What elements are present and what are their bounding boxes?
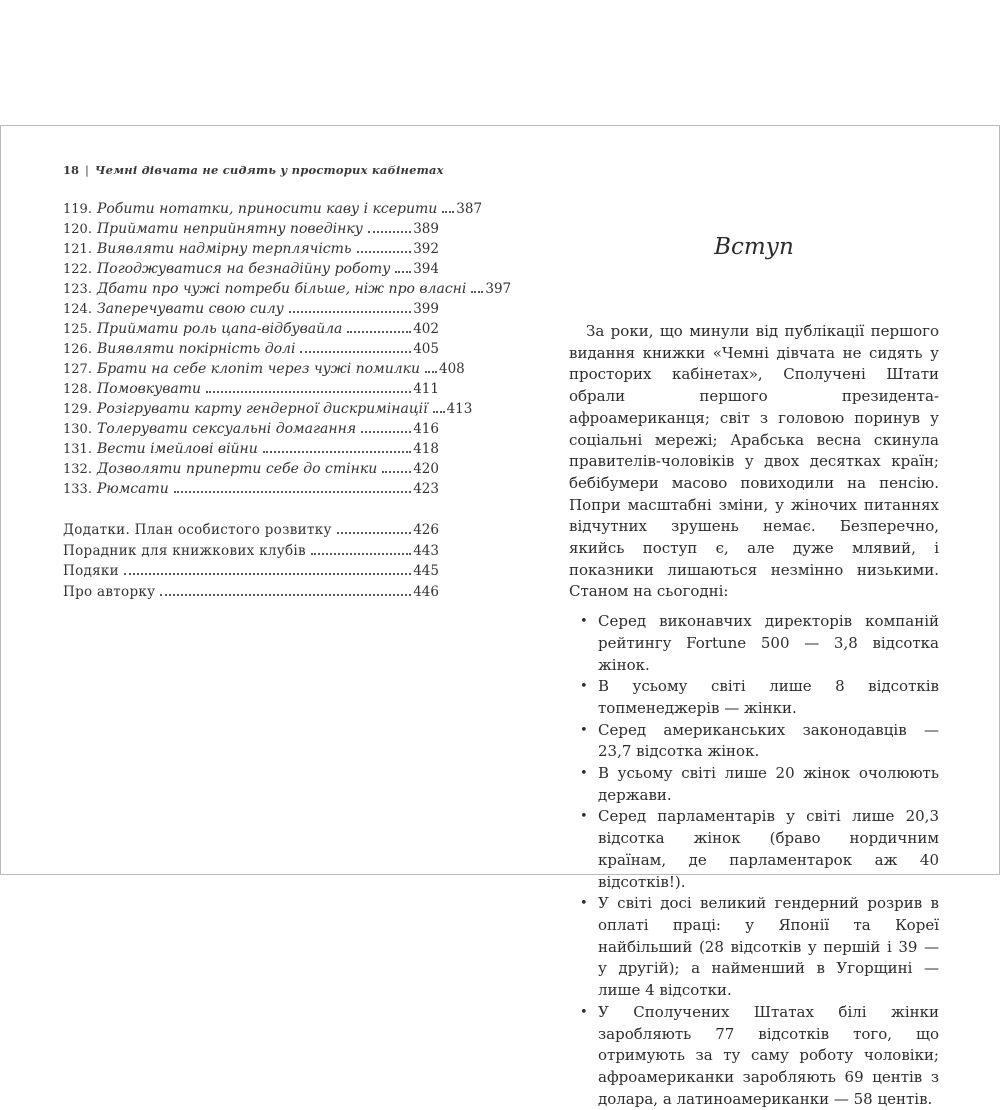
toc-entry-page: 399 (413, 301, 439, 317)
toc-entry-page: 402 (413, 321, 439, 337)
dot-leader (442, 211, 454, 213)
toc-entry-number: 120. (63, 222, 92, 237)
dot-leader (300, 351, 411, 353)
appendix-entry (63, 522, 439, 543)
toc-entry-title: Приймати неприйнятну поведінку (96, 221, 363, 237)
toc-entry-number: 122. (63, 262, 92, 277)
toc-entry-number: 124. (63, 302, 92, 317)
appendix-list (63, 522, 439, 604)
toc-entry-title: Робити нотатки, приносити каву і ксерити (96, 201, 438, 217)
toc-entry (63, 461, 439, 481)
toc-entry-page: 408 (439, 361, 465, 377)
toc-entry-number: 121. (63, 242, 92, 257)
toc-entry (63, 441, 439, 461)
book-spread-page (0, 125, 1000, 1108)
dot-leader (124, 573, 411, 575)
toc-entry (63, 321, 439, 341)
dot-leader (337, 532, 412, 534)
statistic-item: • Серед виконавчих директорів компаній рейтингу Fortune 500 — 3,8 відсотка жінок. (569, 611, 939, 676)
toc-entry-title: Рюмсати (96, 481, 169, 497)
appendix-entry-title: Порадник для книжкових клубів (63, 542, 306, 559)
appendix-entry-title: Подяки (63, 563, 119, 579)
left-page (63, 163, 512, 604)
dot-leader (382, 471, 411, 473)
toc-entry-page: 394 (413, 261, 439, 277)
toc-entry-number: 125. (63, 322, 92, 337)
toc-entry-title: Виявляти надмірну терплячість (96, 241, 352, 257)
running-title: Чемні дівчата не сидять у просторих кабінетах (94, 163, 444, 177)
dot-leader (347, 331, 411, 333)
appendix-entry-page: 426 (413, 522, 439, 538)
toc-entry-page: 418 (413, 441, 439, 457)
toc-entry-title: Розігрувати карту гендерної дискримінації (96, 401, 428, 417)
toc-entry-title: Дозволяти приперти себе до стінки (96, 461, 378, 477)
toc-entry (63, 281, 512, 301)
toc-entry-number: 127. (63, 362, 92, 377)
toc-entry-title: Дбати про чужі потреби більше, ніж про власні (96, 281, 467, 297)
toc-entry-page: 413 (446, 401, 473, 417)
toc-entry-title: Погоджуватися на безнадійну роботу (96, 261, 391, 277)
toc-entry (63, 361, 465, 381)
dot-leader (357, 251, 412, 253)
toc-entry (63, 481, 439, 501)
toc-entry-page: 416 (413, 421, 439, 437)
toc-entry (63, 221, 439, 241)
toc-entry-title: Виявляти покірність долі (96, 341, 296, 357)
toc-entry-page: 389 (413, 221, 439, 237)
appendix-entry (63, 563, 439, 584)
toc-entry-title: Приймати роль цапа-відбувайла (96, 321, 343, 337)
toc-entry-page: 397 (485, 281, 512, 297)
toc-entry (63, 341, 439, 361)
toc-entry-page: 405 (413, 341, 439, 357)
right-page (569, 126, 939, 1110)
toc-entry-title: Брати на себе клопіт через чужі помилки (96, 361, 420, 377)
toc-entry-page: 411 (413, 381, 439, 397)
intro-paragraph: За роки, що минули від публікації першого видання книжки «Чемні дівчата не сидять у просторих кабінетах», Сполучені Штати обрали першого президента-афроамериканця; світ з головою поринув у соціальні мережі; Арабська весна скинула правителів-чоловіків у двох десятках країн; бебібумери масово повиходили на пенсію. Попри масштабні зміни, у жіночих питаннях відчутних зрушень немає. Безперечно, якийсь поступ є, але дуже млявий, і показники лишаються незмінно низькими. Станом на сьогодні: (569, 322, 939, 601)
toc-entry (63, 261, 439, 281)
appendix-entry-page: 443 (413, 542, 439, 559)
toc-entry (63, 201, 483, 221)
toc-entry (63, 301, 439, 321)
statistic-item: • У Сполучених Штатах білі жінки заробляють 77 відсотків того, що отримують за ту саму роботу чоловіки; афроамериканки заробляють 69 центів з долара, а латиноамериканки — 58 центів. (569, 1002, 939, 1110)
toc-entry-title: Вести імейлові війни (96, 441, 258, 457)
dot-leader (263, 451, 411, 453)
statistic-item: • Серед американських законодавців — 23,7 відсотка жінок. (569, 720, 939, 763)
toc-entry-number: 133. (63, 482, 92, 497)
dot-leader (174, 491, 411, 493)
toc-entry-number: 132. (63, 462, 92, 477)
toc-entry-title: Помовкувати (96, 381, 202, 397)
appendix-entry-page: 446 (413, 583, 439, 600)
chapter-heading: Вступ (714, 234, 794, 260)
dot-leader (361, 431, 411, 433)
toc-entry-title: Заперечувати свою силу (96, 301, 284, 317)
dot-leader (395, 271, 411, 273)
page-number: 18 (63, 163, 80, 177)
statistics-list (569, 611, 939, 1110)
dot-leader (206, 391, 411, 393)
dot-leader (425, 371, 437, 373)
appendix-entry (63, 543, 439, 564)
toc-entry-page: 387 (456, 201, 483, 217)
toc-entry-number: 128. (63, 382, 92, 397)
dot-leader (368, 231, 411, 233)
toc-entry-number: 119. (63, 202, 92, 217)
statistic-item: • В усьому світі лише 20 жінок очолюють держави. (569, 763, 939, 806)
appendix-entry-title: Додатки. План особистого розвитку (63, 522, 332, 538)
statistic-item: • У світі досі великий гендерний розрив в оплаті праці: у Японії та Кореї найбільший (28 відсотків у першій і 39 — у другій); а найменший в Угорщині — лише 4 відсотки. (569, 893, 939, 1002)
toc-entry-number: 123. (63, 282, 92, 297)
toc-entry-number: 130. (63, 422, 92, 437)
toc-entry-number: 129. (63, 402, 92, 417)
statistic-item: • В усьому світі лише 8 відсотків топменеджерів — жінки. (569, 676, 939, 719)
toc-entry (63, 241, 439, 261)
appendix-entry-title: Про авторку (63, 583, 156, 600)
dot-leader (433, 411, 445, 413)
appendix-entry (63, 584, 439, 605)
toc-entry (63, 401, 473, 421)
toc-entry-number: 131. (63, 442, 92, 457)
toc-entry (63, 381, 439, 401)
statistic-item: • Серед парламентарів у світі лише 20,3 відсотка жінок (браво нордичним країнам, де парламентарок аж 40 відсотків!). (569, 806, 939, 893)
toc-entry-title: Толерувати сексуальні домагання (96, 421, 357, 437)
toc-entry-page: 423 (413, 481, 439, 497)
toc-entry-number: 126. (63, 342, 92, 357)
toc-entry-page: 420 (413, 461, 439, 477)
toc-entry (63, 421, 439, 441)
dot-leader (289, 311, 411, 313)
header-separator: | (85, 163, 89, 177)
appendix-entry-page: 445 (413, 563, 439, 579)
dot-leader (160, 594, 411, 596)
toc-entry-page: 392 (413, 241, 439, 257)
table-of-contents (63, 201, 512, 501)
dot-leader (311, 553, 411, 555)
dot-leader (471, 291, 483, 293)
running-header (63, 163, 444, 177)
